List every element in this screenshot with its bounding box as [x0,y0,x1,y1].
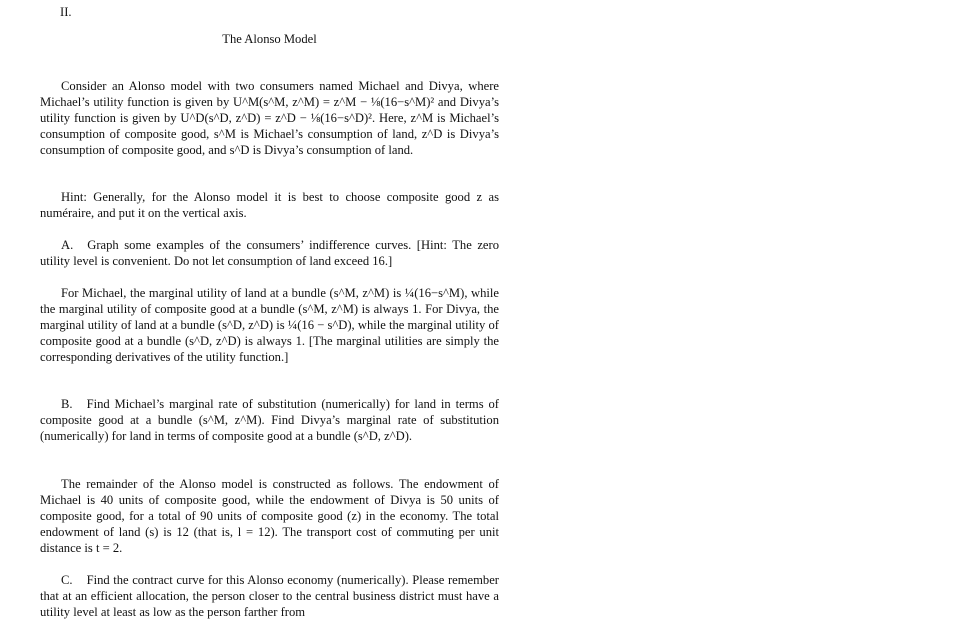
section-number: II. [60,5,72,19]
question-c-text: Find the contract curve for this Alonso economy (numerically). Please remember that at an efficient allocation, the person closer to the central business district must have a utility level at least as low as the person farther from [40,573,499,619]
question-c [40,572,499,620]
question-b-label: B. [61,397,73,411]
section-title: The Alonso Model [222,32,317,46]
question-a [40,237,499,269]
document-page [40,0,499,638]
question-b [40,396,499,444]
intro-paragraph: Consider an Alonso model with two consumers named Michael and Divya, where Michael’s utility function is given by U^M(s^M, z^M) = z^M − ⅛(16−s^M)² and Divya’s utility function is given by U^D(s^D, z^D) = z^D − ⅛(16−s^D)². Here, z^M is Michael’s consumption of composite good, s^M is Michael’s consumption of land, z^D is Divya’s consumption of composite good, and s^D is Divya’s consumption of land. [40,79,499,157]
question-b-text: Find Michael’s marginal rate of substitution (numerically) for land in terms of composite good at a bundle (s^M, z^M). Find Divya’s marginal rate of substitution (numerically) for land in terms of composite good at a bundle (s^D, z^D). [40,397,499,443]
question-a-text: Graph some examples of the consumers’ indifference curves. [Hint: The zero utility level is convenient. Do not let consumption of land exceed 16.] [40,238,499,268]
question-a-label: A. [61,238,74,252]
hint-paragraph: Hint: Generally, for the Alonso model it is best to choose composite good z as numéraire, and put it on the vertical axis. [40,190,499,220]
model-setup-paragraph: The remainder of the Alonso model is constructed as follows. The endowment of Michael is 40 units of composite good, while the endowment of Divya is 50 units of composite good, for a total of 90 units of composite good (z) in the economy. The total endowment of land (s) is 12 (that is, l = 12). The transport cost of commuting per unit distance is t = 2. [40,477,499,555]
question-c-label: C. [61,573,73,587]
marginal-utility-paragraph: For Michael, the marginal utility of land at a bundle (s^M, z^M) is ¼(16−s^M), while the marginal utility of composite good at a bundle (s^M, z^M) is always 1. For Divya, the marginal utility of land at a bundle (s^D, z^D) is ¼(16 − s^D), while the marginal utility of composite good at a bundle (s^D, z^D) is always 1. [The marginal utilities are simply the corresponding derivatives of the utility function.] [40,286,499,364]
